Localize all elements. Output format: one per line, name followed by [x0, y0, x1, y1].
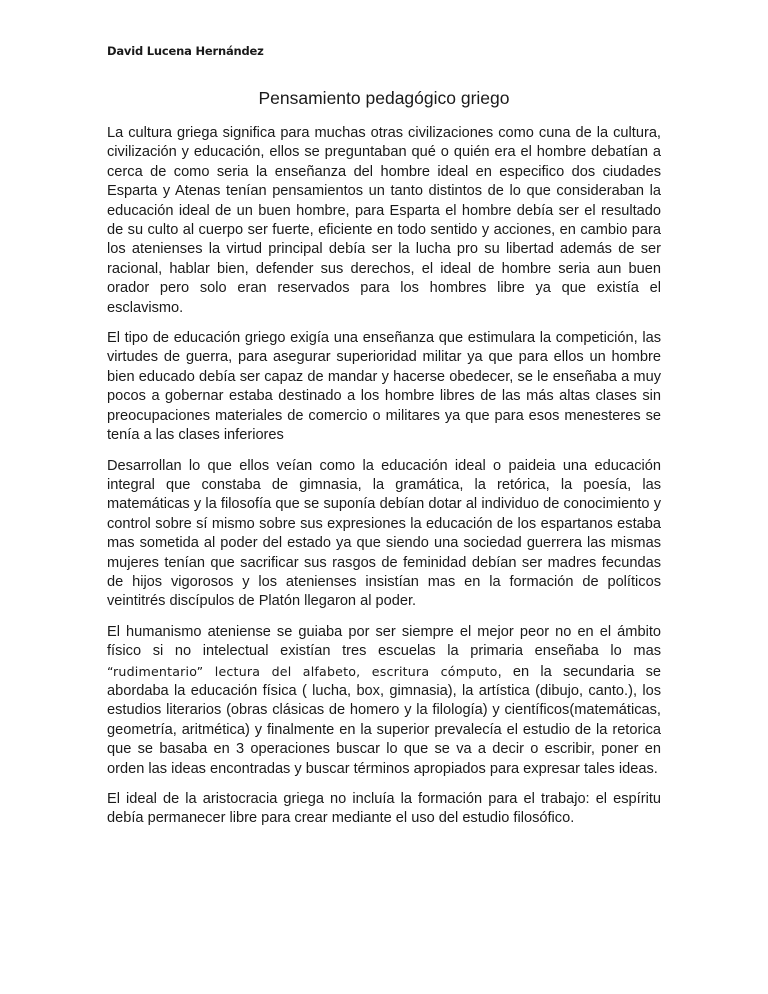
document-body	[107, 124, 661, 840]
paragraph-1: La cultura griega significa para muchas otras civilizaciones como cuna de la cultura, civilización y educación, ellos se preguntaban qué o quién era el hombre debatían a cerca de como seria la enseñanza del hombre ideal en especifico dos ciudades Esparta y Atenas tenían pensamientos un tanto distintos de lo que consideraban la educación ideal de un buen hombre, para Esparta el hombre debía ser el resultado de su culto al cuerpo ser fuerte, eficiente en todo sentido y acciones, en cambio para los atenienses la virtud principal debía ser la lucha pro su libertad además de ser racional, hablar bien, defender sus derechos, el ideal de hombre seria aun buen orador pero solo eran reservados para los hombres libre ya que existía el esclavismo.	[107, 125, 661, 316]
paragraph-4-text-b: , en la secundaria se abordaba la educación física ( lucha, box, gimnasia), la artística (dibujo, canto.), los estudios literarios (obras clásicas de homero y la filología) y científicos(matemáticas, geometría, aritmética) y finalmente en la superior prevalecía el estudio de la retorica que se basaba en 3 operaciones buscar lo que se va a decir o escribir, poner en orden las ideas encontradas y buscar términos apropiados para expresar tales ideas.	[107, 663, 661, 777]
author-name: David Lucena Hernández	[107, 44, 264, 58]
paragraph-4	[107, 623, 661, 779]
document-title: Pensamiento pedagógico griego	[258, 88, 510, 108]
paragraph-3: Desarrollan lo que ellos veían como la educación ideal o paideia una educación integral que constaba de gimnasia, la gramática, la retórica, la poesía, las matemáticas y la filosofía que se suponía debían dotar al individuo de conocimiento y control sobre sí mismo sobre sus expresiones la educación de los espartanos estaba mas sometida al poder del estado ya que siendo una sociedad guerrera las mismas mujeres tenían que sacrificar sus rasgos de feminidad debían ser madres fecundas de hijos vigorosos y los atenienses insistían mas en la formación de políticos veintitrés discípulos de Platón llegaron al poder.	[107, 457, 661, 610]
paragraph-2: El tipo de educación griego exigía una enseñanza que estimulara la competición, las virtudes de guerra, para asegurar superioridad militar ya que para ellos un hombre bien educado debía ser capaz de mandar y hacerse obedecer, se le enseñaba a muy pocos a gobernar estaba destinado a los hombre libres de las más altas clases sin preocupaciones materiales de comercio o militares ya que para esos menesteres se tenía a las clases inferiores	[107, 330, 661, 444]
paragraph-4-text-a: El humanismo ateniense se guiaba por ser siempre el mejor peor no en el ámbito físico si no intelectual existían tres escuelas la primaria enseñaba lo mas	[107, 623, 661, 660]
paragraph-5: El ideal de la aristocracia griega no incluía la formación para el trabajo: el espíritu debía permanecer libre para crear mediante el uso del estudio filosófico.	[107, 791, 661, 827]
paragraph-4-quoted-text: “rudimentario” lectura del alfabeto, escritura cómputo	[107, 663, 498, 679]
